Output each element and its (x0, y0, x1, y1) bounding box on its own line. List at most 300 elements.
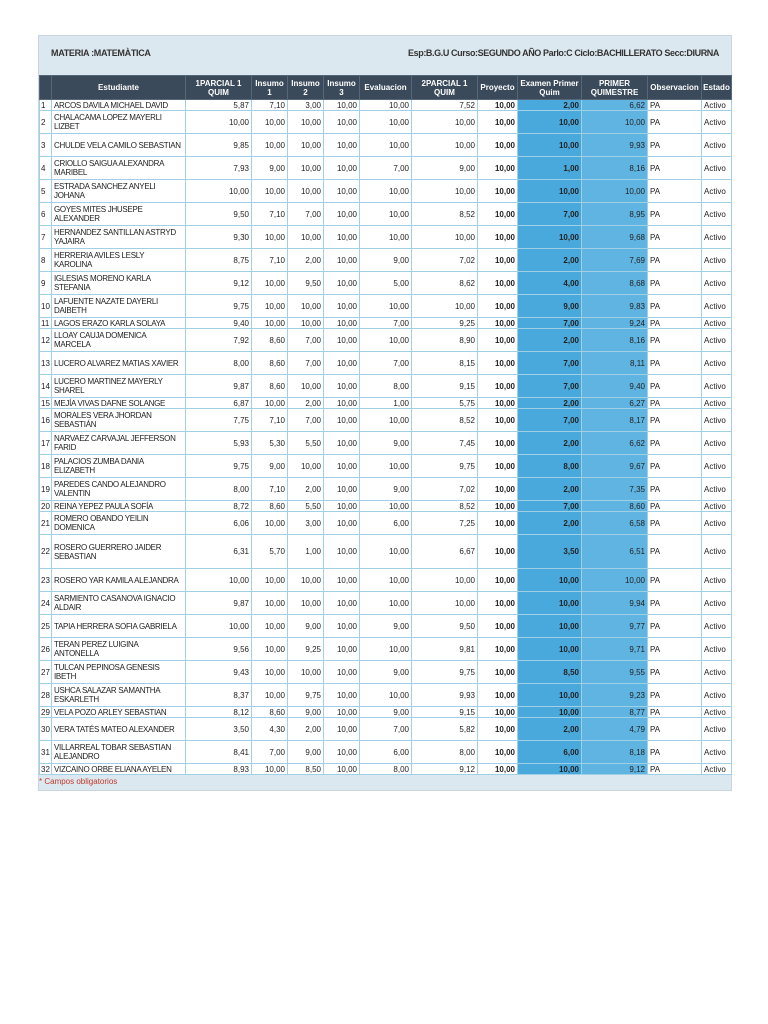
estado-value: Activo (702, 615, 732, 638)
parcial2-grade: 9,15 (412, 375, 478, 398)
estado-value: Activo (702, 455, 732, 478)
insumo2-grade: 10,00 (288, 569, 324, 592)
table-row (40, 111, 732, 134)
insumo3-grade: 10,00 (324, 157, 360, 180)
observacion-value: PA (648, 352, 702, 375)
evaluacion-grade: 10,00 (360, 329, 412, 352)
table-row (40, 249, 732, 272)
quimestre-grade: 6,62 (582, 100, 648, 111)
insumo3-grade: 10,00 (324, 352, 360, 375)
quimestre-grade: 9,67 (582, 455, 648, 478)
examen-grade: 2,00 (518, 398, 582, 409)
student-name: HERRERIA AVILES LESLY KAROLINA (52, 249, 186, 272)
col-header-evaluacion: Evaluacion (360, 76, 412, 100)
quimestre-grade: 7,35 (582, 478, 648, 501)
parcial1-grade: 5,87 (186, 100, 252, 111)
examen-grade: 10,00 (518, 134, 582, 157)
table-row (40, 684, 732, 707)
grades-panel (38, 35, 732, 791)
student-name: TULCAN PEPINOSA GENESIS IBETH (52, 661, 186, 684)
student-name: ROSERO GUERRERO JAIDER SEBASTIAN (52, 535, 186, 569)
parcial1-grade: 10,00 (186, 569, 252, 592)
insumo3-grade: 10,00 (324, 569, 360, 592)
insumo1-grade: 7,10 (252, 100, 288, 111)
insumo3-grade: 10,00 (324, 512, 360, 535)
student-name: ESTRADA SANCHEZ ANYELI JOHANA (52, 180, 186, 203)
parcial2-grade: 7,25 (412, 512, 478, 535)
evaluacion-grade: 5,00 (360, 272, 412, 295)
student-name: ARCOS DAVILA MICHAEL DAVID (52, 100, 186, 111)
table-row (40, 226, 732, 249)
row-index: 10 (40, 295, 52, 318)
insumo2-grade: 10,00 (288, 226, 324, 249)
evaluacion-grade: 10,00 (360, 684, 412, 707)
examen-grade: 1,00 (518, 157, 582, 180)
observacion-value: PA (648, 134, 702, 157)
estado-value: Activo (702, 375, 732, 398)
quimestre-grade: 9,71 (582, 638, 648, 661)
evaluacion-grade: 9,00 (360, 615, 412, 638)
estado-value: Activo (702, 661, 732, 684)
insumo2-grade: 9,75 (288, 684, 324, 707)
insumo3-grade: 10,00 (324, 638, 360, 661)
observacion-value: PA (648, 100, 702, 111)
insumo3-grade: 10,00 (324, 478, 360, 501)
student-name: TERAN PEREZ LUIGINA ANTONELLA (52, 638, 186, 661)
row-index: 32 (41, 764, 50, 774)
parcial1-grade: 8,00 (186, 352, 252, 375)
table-row (40, 318, 732, 329)
insumo2-grade: 10,00 (288, 111, 324, 134)
parcial1-grade: 9,75 (186, 295, 252, 318)
insumo1-grade: 10,00 (252, 615, 288, 638)
evaluacion-grade: 7,00 (360, 352, 412, 375)
evaluacion-grade: 10,00 (360, 455, 412, 478)
examen-grade: 2,00 (518, 432, 582, 455)
proyecto-grade: 10,00 (478, 661, 518, 684)
evaluacion-grade: 10,00 (360, 569, 412, 592)
evaluacion-grade: 10,00 (360, 180, 412, 203)
observacion-value: PA (648, 638, 702, 661)
estado-value: Activo (702, 684, 732, 707)
row-index: 9 (40, 272, 52, 295)
proyecto-grade: 10,00 (478, 707, 518, 718)
student-name: PAREDES CANDO ALEJANDRO VALENTIN (52, 478, 186, 501)
quimestre-grade: 9,55 (582, 661, 648, 684)
row-index: 1 (40, 100, 52, 111)
parcial2-grade: 9,12 (412, 764, 478, 775)
table-row (40, 352, 732, 375)
quimestre-grade: 8,95 (582, 203, 648, 226)
observacion-value: PA (648, 432, 702, 455)
parcial2-grade: 7,52 (412, 100, 478, 111)
insumo1-grade: 10,00 (252, 226, 288, 249)
examen-grade: 9,00 (518, 295, 582, 318)
parcial1-grade: 9,12 (186, 272, 252, 295)
evaluacion-grade: 9,00 (360, 661, 412, 684)
insumo3-grade: 10,00 (324, 718, 360, 741)
parcial1-grade: 7,75 (186, 409, 252, 432)
quimestre-grade: 9,24 (582, 318, 648, 329)
observacion-value: PA (648, 501, 702, 512)
table-row (40, 764, 732, 775)
quimestre-grade: 6,62 (582, 432, 648, 455)
evaluacion-grade: 9,00 (360, 432, 412, 455)
table-row (40, 295, 732, 318)
proyecto-grade: 10,00 (478, 375, 518, 398)
table-row (40, 375, 732, 398)
observacion-value: PA (648, 111, 702, 134)
quimestre-grade: 9,40 (582, 375, 648, 398)
insumo1-grade: 8,60 (252, 329, 288, 352)
table-row (40, 157, 732, 180)
observacion-value: PA (648, 398, 702, 409)
parcial2-grade: 6,67 (412, 535, 478, 569)
insumo1-grade: 7,10 (252, 203, 288, 226)
estado-value: Activo (702, 501, 732, 512)
estado-value: Activo (702, 100, 732, 111)
col-header-examen: Examen Primer Quim (518, 76, 582, 100)
insumo3-grade: 10,00 (324, 409, 360, 432)
evaluacion-grade: 10,00 (360, 111, 412, 134)
parcial1-grade: 6,31 (186, 535, 252, 569)
table-row (40, 615, 732, 638)
evaluacion-grade: 1,00 (360, 398, 412, 409)
insumo1-grade: 10,00 (252, 684, 288, 707)
student-name: ROSERO YAR KAMILA ALEJANDRA (52, 569, 186, 592)
student-name: MEJÍA VIVAS DAFNE SOLANGE (52, 398, 186, 409)
table-row (40, 478, 732, 501)
student-name: REINA YEPEZ PAULA SOFÍA (52, 501, 186, 512)
insumo2-grade: 7,00 (288, 203, 324, 226)
estado-value: Activo (702, 432, 732, 455)
student-name: CRIOLLO SAIGUA ALEXANDRA MARIBEL (52, 157, 186, 180)
proyecto-grade: 10,00 (478, 741, 518, 764)
parcial1-grade: 8,12 (186, 707, 252, 718)
observacion-value: PA (648, 512, 702, 535)
parcial2-grade: 8,00 (412, 741, 478, 764)
insumo2-grade: 9,00 (288, 615, 324, 638)
observacion-value: PA (648, 409, 702, 432)
insumo2-grade: 5,50 (288, 432, 324, 455)
estado-value: Activo (702, 249, 732, 272)
examen-grade: 10,00 (518, 764, 582, 775)
evaluacion-grade: 7,00 (360, 318, 412, 329)
proyecto-grade: 10,00 (478, 249, 518, 272)
examen-grade: 10,00 (518, 592, 582, 615)
table-row (40, 661, 732, 684)
proyecto-grade: 10,00 (478, 684, 518, 707)
observacion-value: PA (648, 718, 702, 741)
observacion-value: PA (648, 569, 702, 592)
insumo3-grade: 10,00 (324, 295, 360, 318)
col-header-observacion: Observacion (648, 76, 702, 100)
estado-value: Activo (702, 764, 732, 775)
examen-grade: 3,50 (518, 535, 582, 569)
parcial1-grade: 6,87 (186, 398, 252, 409)
insumo3-grade: 10,00 (324, 318, 360, 329)
row-index: 4 (40, 157, 52, 180)
examen-grade: 10,00 (518, 569, 582, 592)
parcial1-grade: 9,75 (186, 455, 252, 478)
evaluacion-grade: 7,00 (360, 157, 412, 180)
quimestre-grade: 9,77 (582, 615, 648, 638)
parcial2-grade: 7,02 (412, 478, 478, 501)
col-header-index (40, 76, 52, 100)
observacion-value: PA (648, 661, 702, 684)
parcial1-grade: 8,93 (186, 764, 252, 775)
insumo2-grade: 2,00 (288, 398, 324, 409)
quimestre-grade: 8,17 (582, 409, 648, 432)
proyecto-grade: 10,00 (478, 409, 518, 432)
examen-grade: 6,00 (518, 741, 582, 764)
row-index: 14 (40, 375, 52, 398)
examen-grade: 2,00 (518, 718, 582, 741)
examen-grade: 2,00 (518, 478, 582, 501)
proyecto-grade: 10,00 (478, 180, 518, 203)
student-name: VELA POZO ARLEY SEBASTIAN (52, 707, 186, 718)
quimestre-grade: 10,00 (582, 569, 648, 592)
table-row (40, 707, 732, 718)
insumo3-grade: 10,00 (324, 100, 360, 111)
insumo2-grade: 9,00 (288, 707, 324, 718)
parcial2-grade: 5,75 (412, 398, 478, 409)
quimestre-grade: 9,83 (582, 295, 648, 318)
parcial1-grade: 6,06 (186, 512, 252, 535)
insumo1-grade: 4,30 (252, 718, 288, 741)
row-index: 27 (40, 661, 52, 684)
insumo1-grade: 10,00 (252, 638, 288, 661)
estado-value: Activo (702, 111, 732, 134)
parcial2-grade: 10,00 (412, 295, 478, 318)
evaluacion-grade: 9,00 (360, 249, 412, 272)
insumo1-grade: 10,00 (252, 569, 288, 592)
insumo3-grade: 10,00 (324, 329, 360, 352)
parcial1-grade: 9,56 (186, 638, 252, 661)
quimestre-grade: 10,00 (582, 111, 648, 134)
insumo1-grade: 9,00 (252, 455, 288, 478)
proyecto-grade: 10,00 (478, 535, 518, 569)
quimestre-grade: 10,00 (582, 180, 648, 203)
parcial2-grade: 8,15 (412, 352, 478, 375)
quimestre-grade: 7,69 (582, 249, 648, 272)
parcial2-grade: 8,52 (412, 203, 478, 226)
parcial2-grade: 9,00 (412, 157, 478, 180)
evaluacion-grade: 9,00 (360, 478, 412, 501)
parcial1-grade: 10,00 (186, 111, 252, 134)
estado-value: Activo (702, 512, 732, 535)
parcial1-grade: 8,37 (186, 684, 252, 707)
examen-grade: 2,00 (518, 512, 582, 535)
parcial1-grade: 9,87 (186, 375, 252, 398)
evaluacion-grade: 10,00 (360, 638, 412, 661)
observacion-value: PA (648, 318, 702, 329)
insumo3-grade: 10,00 (324, 432, 360, 455)
row-index: 5 (40, 180, 52, 203)
observacion-value: PA (648, 764, 702, 775)
table-row (40, 409, 732, 432)
col-header-estado: Estado (702, 76, 732, 100)
evaluacion-grade: 10,00 (360, 592, 412, 615)
student-name: VIZCAINO ORBE ELIANA AYELEN (52, 764, 186, 775)
row-index: 21 (40, 512, 52, 535)
parcial2-grade: 7,02 (412, 249, 478, 272)
insumo1-grade: 10,00 (252, 318, 288, 329)
proyecto-grade: 10,00 (478, 638, 518, 661)
col-header-estudiante: Estudiante (52, 76, 186, 100)
parcial1-grade: 9,43 (186, 661, 252, 684)
row-index: 26 (40, 638, 52, 661)
estado-value: Activo (702, 638, 732, 661)
insumo3-grade: 10,00 (324, 501, 360, 512)
insumo3-grade: 10,00 (324, 741, 360, 764)
parcial1-grade: 8,72 (186, 501, 252, 512)
parcial2-grade: 7,45 (412, 432, 478, 455)
insumo3-grade: 10,00 (324, 707, 360, 718)
quimestre-grade: 8,16 (582, 157, 648, 180)
observacion-value: PA (648, 455, 702, 478)
insumo2-grade: 10,00 (288, 455, 324, 478)
insumo3-grade: 10,00 (324, 615, 360, 638)
quimestre-grade: 8,68 (582, 272, 648, 295)
parcial1-grade: 10,00 (186, 180, 252, 203)
course-info: Esp:B.G.U Curso:SEGUNDO AÑO Parlo:C Ciclo:BACHILLERATO Secc:DIURNA (408, 48, 719, 58)
table-row (40, 638, 732, 661)
student-name: LUCERO MARTINEZ MAYERLY SHAREL (52, 375, 186, 398)
insumo3-grade: 10,00 (324, 272, 360, 295)
insumo2-grade: 7,00 (288, 329, 324, 352)
insumo3-grade: 10,00 (324, 203, 360, 226)
insumo1-grade: 10,00 (252, 180, 288, 203)
observacion-value: PA (648, 329, 702, 352)
row-index: 13 (40, 352, 52, 375)
parcial2-grade: 10,00 (412, 180, 478, 203)
parcial2-grade: 9,75 (412, 455, 478, 478)
row-index: 23 (40, 569, 52, 592)
row-index: 24 (40, 592, 52, 615)
parcial2-grade: 10,00 (412, 592, 478, 615)
examen-grade: 2,00 (518, 249, 582, 272)
insumo3-grade: 10,00 (324, 226, 360, 249)
evaluacion-grade: 10,00 (360, 203, 412, 226)
observacion-value: PA (648, 741, 702, 764)
student-name: LAFUENTE NAZATE DAYERLI DAIBETH (52, 295, 186, 318)
proyecto-grade: 10,00 (478, 352, 518, 375)
insumo2-grade: 10,00 (288, 295, 324, 318)
insumo1-grade: 10,00 (252, 111, 288, 134)
proyecto-grade: 10,00 (478, 478, 518, 501)
table-row (40, 718, 732, 741)
student-name: ROMERO OBANDO YEILIN DOMENICA (52, 512, 186, 535)
quimestre-grade: 6,58 (582, 512, 648, 535)
proyecto-grade: 10,00 (478, 203, 518, 226)
table-row (40, 455, 732, 478)
col-header-parcial1: 1PARCIAL 1 QUIM (186, 76, 252, 100)
parcial2-grade: 10,00 (412, 111, 478, 134)
proyecto-grade: 10,00 (478, 100, 518, 111)
row-index: 29 (41, 707, 50, 717)
insumo2-grade: 10,00 (288, 157, 324, 180)
estado-value: Activo (702, 592, 732, 615)
examen-grade: 10,00 (518, 111, 582, 134)
insumo1-grade: 8,60 (252, 707, 288, 718)
observacion-value: PA (648, 535, 702, 569)
student-name: PALACIOS ZUMBA DANIA ELIZABETH (52, 455, 186, 478)
parcial1-grade: 8,41 (186, 741, 252, 764)
proyecto-grade: 10,00 (478, 111, 518, 134)
parcial2-grade: 9,75 (412, 661, 478, 684)
table-header-row (40, 76, 732, 100)
row-index: 17 (40, 432, 52, 455)
proyecto-grade: 10,00 (478, 501, 518, 512)
insumo1-grade: 7,00 (252, 741, 288, 764)
evaluacion-grade: 10,00 (360, 409, 412, 432)
row-index: 20 (41, 501, 50, 511)
examen-grade: 10,00 (518, 180, 582, 203)
insumo2-grade: 3,00 (288, 100, 324, 111)
estado-value: Activo (702, 409, 732, 432)
observacion-value: PA (648, 226, 702, 249)
table-row (40, 501, 732, 512)
insumo1-grade: 10,00 (252, 134, 288, 157)
table-row (40, 741, 732, 764)
insumo1-grade: 10,00 (252, 272, 288, 295)
col-header-quimestre: PRIMER QUIMESTRE (582, 76, 648, 100)
observacion-value: PA (648, 295, 702, 318)
insumo2-grade: 10,00 (288, 375, 324, 398)
insumo1-grade: 9,00 (252, 157, 288, 180)
insumo3-grade: 10,00 (324, 249, 360, 272)
observacion-value: PA (648, 592, 702, 615)
quimestre-grade: 8,60 (582, 501, 648, 512)
student-name: GOYES MITES JHUSEPE ALEXANDER (52, 203, 186, 226)
parcial2-grade: 8,62 (412, 272, 478, 295)
row-index: 22 (40, 535, 52, 569)
table-row (40, 512, 732, 535)
proyecto-grade: 10,00 (478, 134, 518, 157)
insumo2-grade: 2,00 (288, 249, 324, 272)
observacion-value: PA (648, 615, 702, 638)
insumo1-grade: 10,00 (252, 764, 288, 775)
evaluacion-grade: 6,00 (360, 741, 412, 764)
examen-grade: 10,00 (518, 684, 582, 707)
quimestre-grade: 9,93 (582, 134, 648, 157)
insumo1-grade: 10,00 (252, 295, 288, 318)
insumo1-grade: 10,00 (252, 398, 288, 409)
parcial1-grade: 9,30 (186, 226, 252, 249)
evaluacion-grade: 10,00 (360, 295, 412, 318)
observacion-value: PA (648, 203, 702, 226)
insumo3-grade: 10,00 (324, 111, 360, 134)
parcial2-grade: 9,50 (412, 615, 478, 638)
estado-value: Activo (702, 272, 732, 295)
insumo3-grade: 10,00 (324, 398, 360, 409)
table-row (40, 569, 732, 592)
estado-value: Activo (702, 741, 732, 764)
estado-value: Activo (702, 718, 732, 741)
insumo3-grade: 10,00 (324, 661, 360, 684)
row-index: 28 (40, 684, 52, 707)
estado-value: Activo (702, 352, 732, 375)
examen-grade: 7,00 (518, 203, 582, 226)
insumo3-grade: 10,00 (324, 455, 360, 478)
examen-grade: 10,00 (518, 226, 582, 249)
student-name: VERA TATÉS MATEO ALEXANDER (52, 718, 186, 741)
proyecto-grade: 10,00 (478, 615, 518, 638)
table-row (40, 398, 732, 409)
parcial1-grade: 3,50 (186, 718, 252, 741)
row-index: 25 (40, 615, 52, 638)
